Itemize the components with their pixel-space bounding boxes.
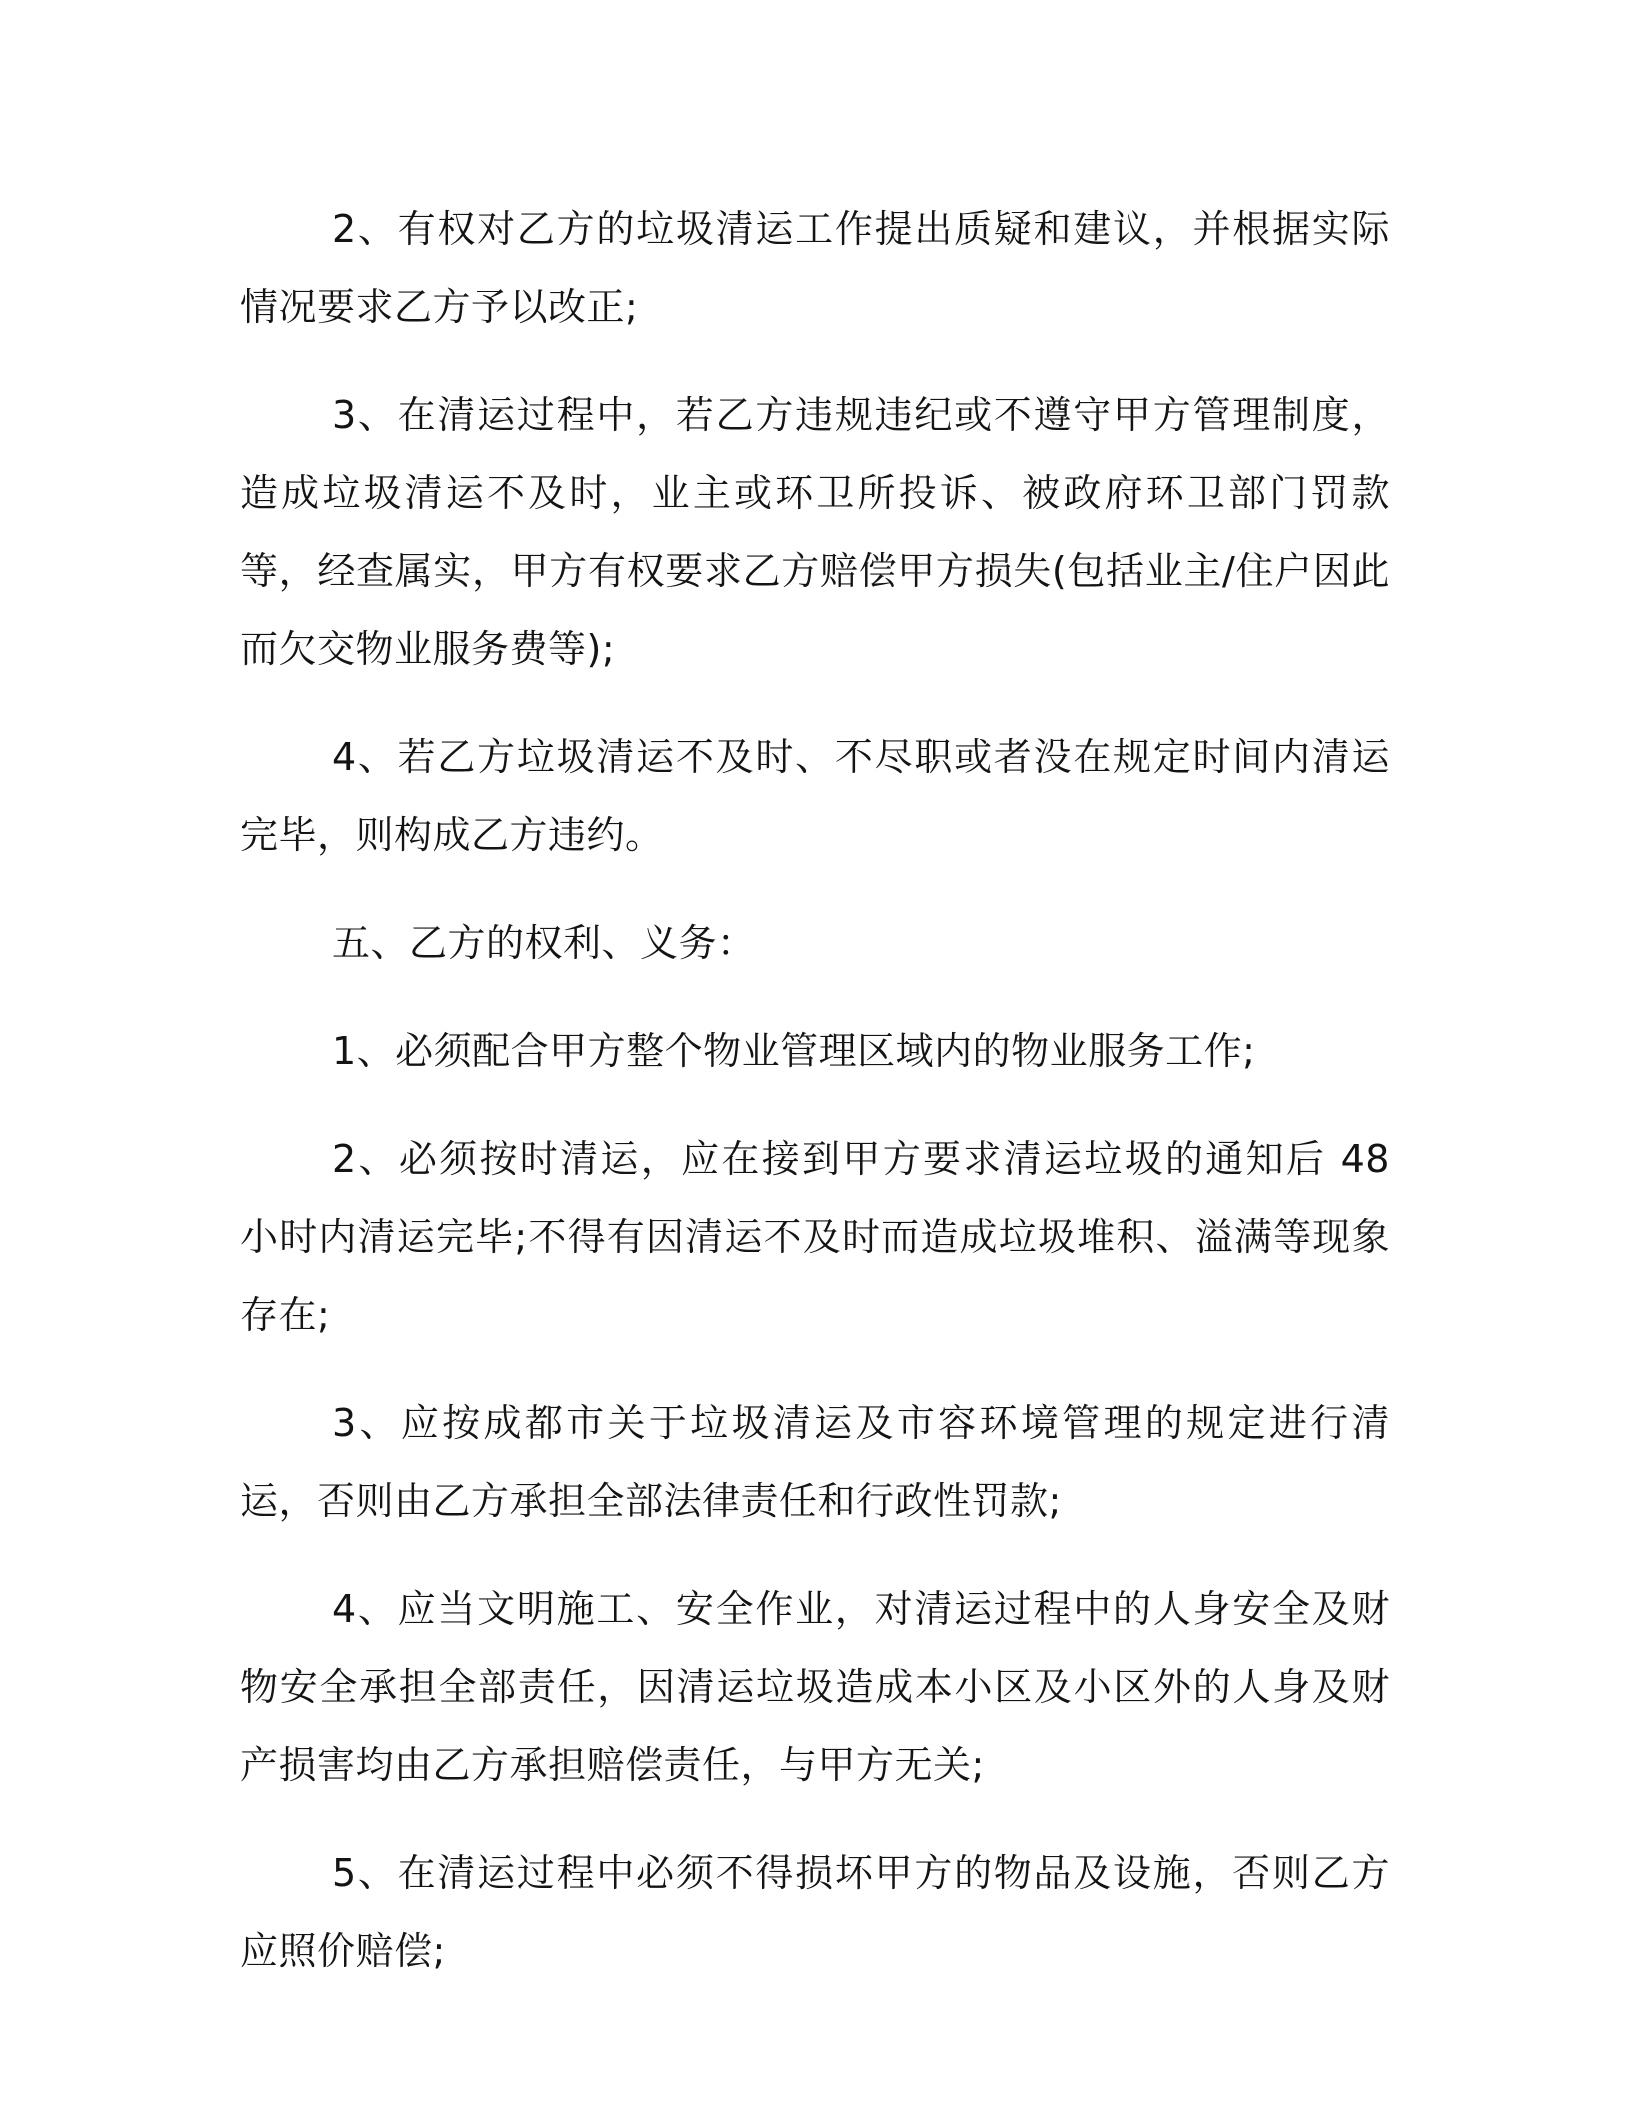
clause-paragraph: 2、有权对乙方的垃圾清运工作提出质疑和建议，并根据实际情况要求乙方予以改正; (240, 207, 1390, 329)
clause-paragraph: 2、必须按时清运，应在接到甲方要求清运垃圾的通知后 48 小时内清运完毕;不得有因清运不及时而造成垃圾堆积、溢满等现象存在; (240, 1137, 1390, 1337)
clause-paragraph: 3、应按成都市关于垃圾清运及市容环境管理的规定进行清运，否则由乙方承担全部法律责任和行政性罚款; (240, 1401, 1390, 1523)
clause-paragraph: 4、应当文明施工、安全作业，对清运过程中的人身安全及财物安全承担全部责任，因清运垃圾造成本小区及小区外的人身及财产损害均由乙方承担赔偿责任，与甲方无关; (240, 1587, 1390, 1787)
clause-paragraph: 1、必须配合甲方整个物业管理区域内的物业服务工作; (332, 1029, 1256, 1073)
clause-paragraph: 3、在清运过程中，若乙方违规违纪或不遵守甲方管理制度，造成垃圾清运不及时，业主或环卫所投诉、被政府环卫部门罚款等，经查属实，甲方有权要求乙方赔偿甲方损失(包括业主/住户因此而欠交物业服务费等); (240, 393, 1390, 671)
document-page (240, 190, 1390, 2020)
clause-paragraph: 4、若乙方垃圾清运不及时、不尽职或者没在规定时间内清运完毕，则构成乙方违约。 (240, 735, 1390, 857)
section-heading: 五、乙方的权利、义务： (332, 921, 756, 965)
clause-paragraph: 5、在清运过程中必须不得损坏甲方的物品及设施，否则乙方应照价赔偿; (240, 1851, 1390, 1973)
